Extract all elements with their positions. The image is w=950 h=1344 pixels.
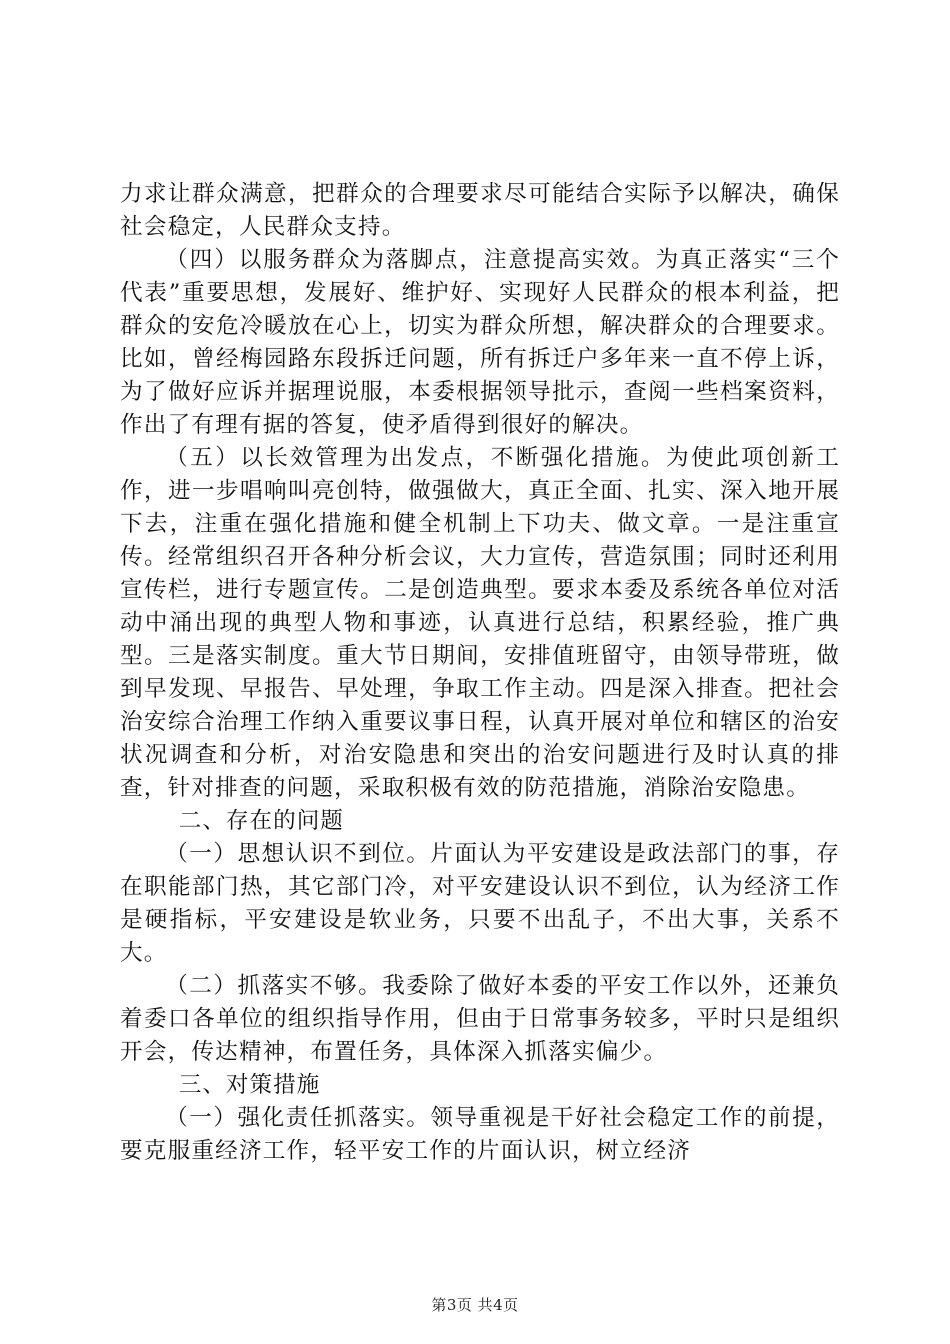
paragraph-section-4: （四）以服务群众为落脚点，注意提高实效。为真正落实“三个代表”重要思想，发展好、维护好、实现好人民群众的根本利益，把群众的安危冷暖放在心上，切实为群众所想，解决群众的合理要求。比如，曾经梅园路东段拆迁问题，所有拆迁户多年来一直不停上诉，为了做好应诉并据理说服，本委根据领导批示，查阅一些档案资料，作出了有理有据的答复，使矛盾得到很好的解决。 bbox=[120, 247, 840, 438]
heading-measures: 三、对策措施 bbox=[178, 1072, 321, 1098]
paragraph-measure-1: （一）强化责任抓落实。领导重视是干好社会稳定工作的前提，要克服重经济工作，轻平安工作的片面认识，树立经济 bbox=[120, 1105, 840, 1164]
paragraph-problem-1: （一）思想认识不到位。片面认为平安建设是政法部门的事，存在职能部门热，其它部门冷，对平安建设认识不到位，认为经济工作是硬指标，平安建设是软业务，只要不出乱子，不出大事，关系不大。 bbox=[120, 841, 840, 966]
page-number-footer: 第3页 共4页 bbox=[431, 1296, 519, 1314]
paragraph-continuation: 力求让群众满意，把群众的合理要求尽可能结合实际予以解决，确保社会稳定，人民群众支持。 bbox=[120, 181, 840, 240]
document-body bbox=[120, 178, 840, 1168]
paragraph-section-5: （五）以长效管理为出发点，不断强化措施。为使此项创新工作，进一步唱响叫亮创特，做强做大，真正全面、扎实、深入地开展下去，注重在强化措施和健全机制上下功夫、做文章。一是注重宣传。经常组织召开各种分析会议，大力宣传，营造氛围；同时还利用宣传栏，进行专题宣传。二是创造典型。要求本委及系统各单位对活动中涌出现的典型人物和事迹，认真进行总结，积累经验，推广典型。三是落实制度。重大节日期间，安排值班留守，由领导带班，做到早发现、早报告、早处理，争取工作主动。四是深入排查。把社会治安综合治理工作纳入重要议事日程，认真开展对单位和辖区的治安状况调查和分析，对治安隐患和突出的治安问题进行及时认真的排查，针对排查的问题，采取积极有效的防范措施，消除治安隐患。 bbox=[120, 445, 840, 801]
heading-problems: 二、存在的问题 bbox=[178, 808, 344, 834]
paragraph-problem-2: （二）抓落实不够。我委除了做好本委的平安工作以外，还兼负着委口各单位的组织指导作用，但由于日常事务较多，平时只是组织开会，传达精神，布置任务，具体深入抓落实偏少。 bbox=[120, 973, 840, 1065]
